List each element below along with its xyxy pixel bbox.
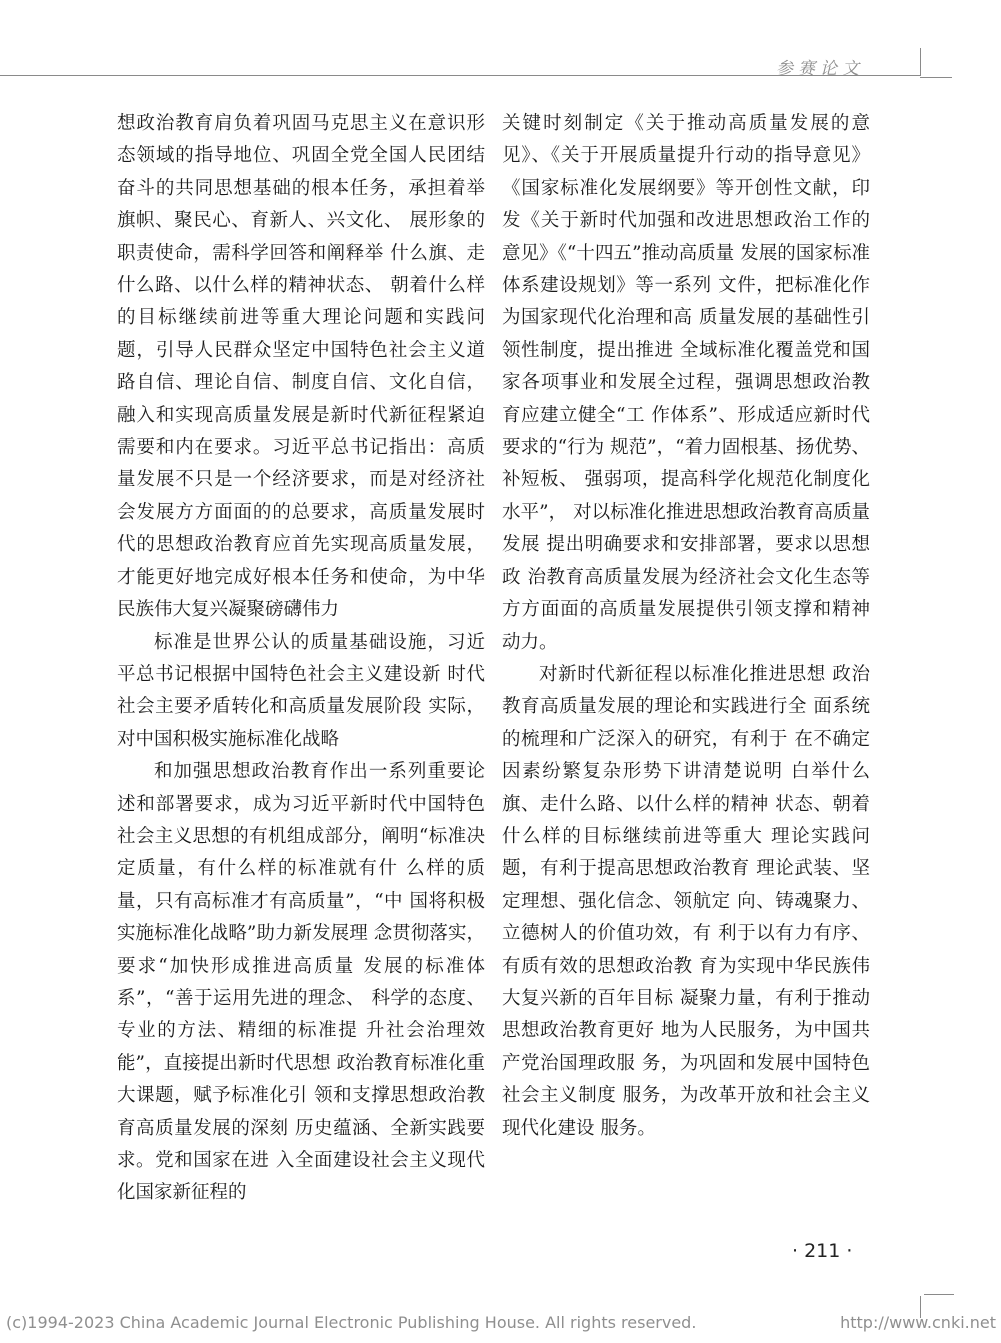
footer-copyright: (c)1994-2023 China Academic Journal Electronic Publishing House. All rights reserved.: [6, 1313, 697, 1332]
right-column: [502, 108, 870, 1145]
crop-mark-top-horizontal: [920, 77, 952, 78]
left-paragraph-3: 和加强思想政治教育作出一系列重要论述和部署要求，成为习近平新时代中国特色社会主义思想的有机组成部分，阐明“标准决定质量，有什么样的标准就有什 么样的质量，只有高标准才有高质量”，“中 国将积极实施标准化战略”助力新发展理 念贯彻落实，要求“加快形成推进高质量 发展的标准体系”，“善于运用先进的理念、 科学的态度、专业的方法、精细的标准提 升社会治理效能”，直接提出新时代思想 政治教育标准化重大课题，赋予标准化引 领和支撑思想政治教育高质量发展的深刻 历史蕴涵、全新实践要求。党和国家在进 入全面建设社会主义现代化国家新征程的: [117, 761, 485, 1204]
left-paragraph-2: 标准是世界公认的质量基础设施，习近平总书记根据中国特色社会主义建设新 时代社会主要矛盾转化和高质量发展阶段 实际，对中国积极实施标准化战略: [117, 631, 485, 750]
section-label: 参赛论文: [776, 59, 864, 79]
left-column: [117, 108, 485, 1210]
right-paragraph-2: 对新时代新征程以标准化推进思想 政治教育高质量发展的理论和实践进行全 面系统的梳理和广泛深入的研究，有利于 在不确定因素纷繁复杂形势下讲清楚说明 白举什么旗、走什么路、以什么样的精神 状态、朝着什么样的目标继续前进等重大 理论实践问题，有利于提高思想政治教育 理论武装、坚定理想、强化信念、领航定 向、铸魂聚力、立德树人的价值功效，有 利于以有力有序、有质有效的思想政治教 育为实现中华民族伟大复兴新的百年目标 凝聚力量，有利于推动思想政治教育更好 地为人民服务，为中国共产党治国理政服 务，为巩固和发展中国特色社会主义制度 服务，为改革开放和社会主义现代化建设 服务。: [502, 663, 870, 1139]
right-paragraph-1: 关键时刻制定《关于推动高质量发展的意见》、《关于开展质量提升行动的指导意见》《国家标准化发展纲要》等开创性文献，印发《关于新时代加强和改进思想政治工作的意见》《“十四五”推动高质量 发展的国家标准体系建设规划》等一系列 文件，把标准化作为国家现代化治理和高 质量发展的基础性引领性制度，提出推进 全域标准化覆盖党和国家各项事业和发展全过程，强调思想政治教育应建立健全“工 作体系”、形成适应新时代要求的“行为 规范”，“着力固根基、扬优势、补短板、 强弱项，提高科学化规范化制度化水平”， 对以标准化推进思想政治教育高质量发展 提出明确要求和安排部署，要求以思想政 治教育高质量发展为经济社会文化生态等方方面面的高质量发展提供引领支撑和精神动力。: [502, 113, 870, 653]
left-paragraph-1: 想政治教育肩负着巩固马克思主义在意识形态领域的指导地位、巩固全党全国人民团结奋斗的共同思想基础的根本任务，承担着举旗帜、聚民心、育新人、兴文化、 展形象的职责使命，需科学回答和阐释举 什么旗、走什么路、以什么样的精神状态、 朝着什么样的目标继续前进等重大理论问题和实践问题，引导人民群众坚定中国特色社会主义道路自信、理论自信、制度自信、文化自信，融入和实现高质量发展是新时代新征程紧迫需要和内在要求。习近平总书记指出：高质量发展不只是一个经济要求，而是对经济社会发展方方面面的的总要求，高质量发展时代的思想政治教育应首先实现高质量发展，才能更好地完成好根本任务和使命，为中华民族伟大复兴凝聚磅礴伟力: [117, 113, 485, 621]
footer: [6, 1313, 996, 1332]
page-number: · 211 ·: [792, 1240, 853, 1262]
crop-mark-bottom-horizontal: [924, 1294, 954, 1295]
footer-url[interactable]: http://www.cnki.net: [840, 1313, 996, 1332]
crop-mark-top-vertical: [920, 48, 921, 76]
